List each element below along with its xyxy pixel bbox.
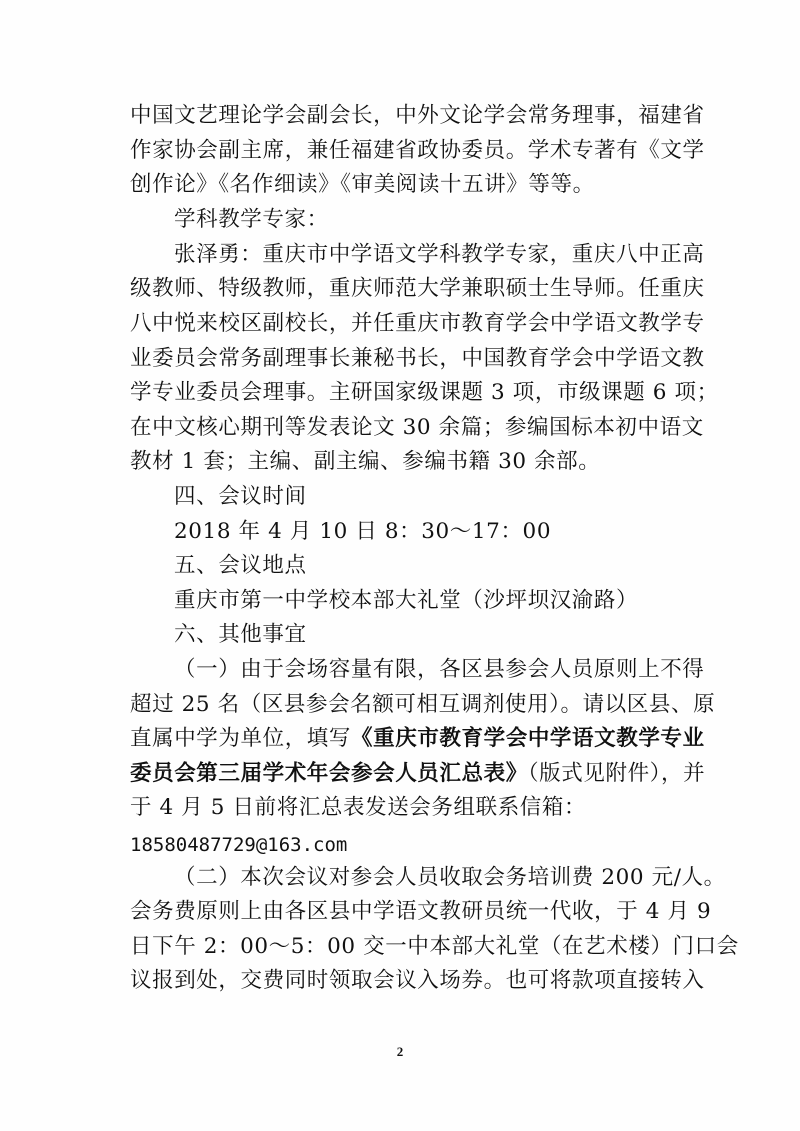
text-line: 教材 1 套；主编、副主编、参编书籍 30 余部。 [130, 449, 601, 474]
form-title-bold: 委员会第三届学术年会参会人员汇总表》 [130, 761, 528, 786]
text-segment: 直属中学为单位，填写 [130, 726, 352, 751]
text-line: 议报到处，交费同时领取会议入场券。也可将款项直接转入 [130, 968, 705, 993]
text-segment: （版式见附件），并 [527, 761, 706, 786]
text-line [130, 724, 705, 754]
text-line: 超过 25 名（区县参会名额可相互调剂使用）。请以区县、原 [130, 692, 716, 717]
text-line: 在中文核心期刊等发表论文 30 余篇；参编国标本初中语文 [130, 415, 704, 440]
text-line: 业委员会常务副理事长兼秘书长，中国教育学会中学语文教 [130, 346, 705, 371]
section-heading: 四、会议时间 [174, 484, 307, 509]
text-line: 作家协会副主席，兼任福建省政协委员。学术专著有《文学 [130, 138, 705, 163]
page-number: 2 [396, 1044, 404, 1059]
email-address: 18580487729@163.com [130, 834, 348, 856]
form-title-bold: 《重庆市教育学会中学语文教学专业 [351, 726, 705, 751]
text-line: 八中悦来校区副校长，并任重庆市教育学会中学语文教学专 [130, 311, 705, 336]
section-label: 学科教学专家： [174, 207, 329, 232]
text-line: 级教师、特级教师，重庆师范大学兼职硕士生导师。任重庆 [130, 276, 705, 301]
section-heading: 五、会议地点 [174, 553, 307, 578]
text-line: 于 4 月 5 日前将汇总表发送会务组联系信箱： [130, 795, 587, 820]
text-line: 中国文艺理论学会副会长，中外文论学会常务理事，福建省 [130, 103, 705, 128]
text-line [130, 759, 705, 789]
text-line: 日下午 2：00～5：00 交一中本部大礼堂（在艺术楼）门口会 [130, 934, 739, 959]
text-line: （一）由于会场容量有限，各区县参会人员原则上不得 [174, 657, 705, 682]
meeting-location: 重庆市第一中学校本部大礼堂（沙坪坝汉渝路） [174, 588, 639, 613]
text-line: （二）本次会议对参会人员收取会务培训费 200 元/人。 [174, 865, 726, 890]
text-line: 张泽勇：重庆市中学语文学科教学专家，重庆八中正高 [174, 242, 705, 267]
text-line: 创作论》《名作细读》《审美阅读十五讲》等等。 [130, 172, 595, 197]
section-heading: 六、其他事宜 [174, 622, 307, 647]
text-line: 会务费原则上由各区县中学语文教研员统一代收，于 4 月 9 [130, 899, 712, 924]
text-line: 学专业委员会理事。主研国家级课题 3 项，市级课题 6 项； [130, 380, 719, 405]
meeting-time: 2018 年 4 月 10 日 8：30～17：00 [174, 519, 552, 544]
